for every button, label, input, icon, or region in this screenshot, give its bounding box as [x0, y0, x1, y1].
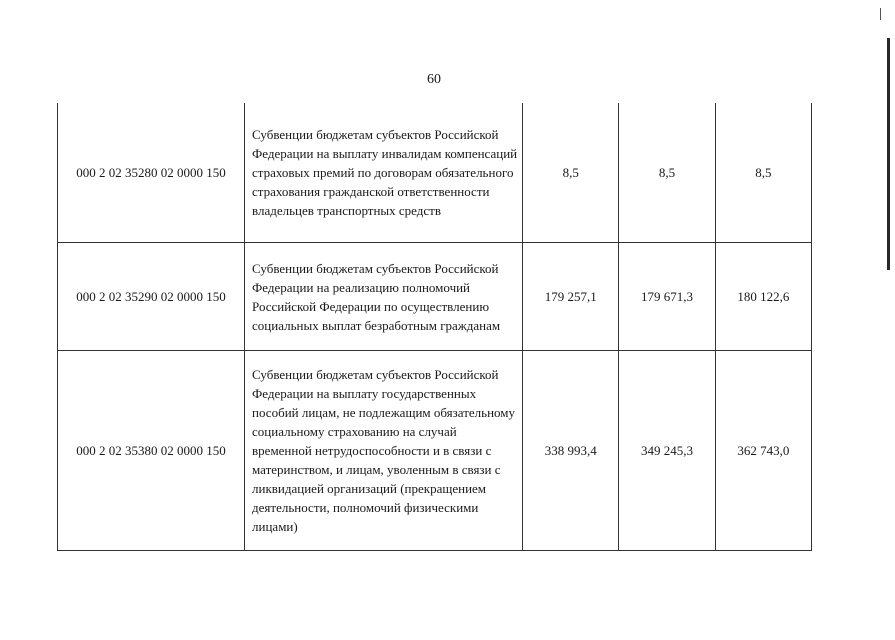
value-year-2: 8,5 [619, 103, 715, 243]
value-year-3: 362 743,0 [715, 351, 811, 551]
value-year-1: 338 993,4 [523, 351, 619, 551]
scan-artifact [880, 8, 881, 20]
value-year-2: 179 671,3 [619, 243, 715, 351]
table-row [58, 243, 812, 351]
table-row [58, 103, 812, 243]
value-year-1: 8,5 [523, 103, 619, 243]
budget-item-name: Субвенции бюджетам субъектов Российской Федерации на реализацию полномочий Российской Федерации по осуществлению социальных выплат безработным гражданам [245, 243, 523, 351]
budget-item-name: Субвенции бюджетам субъектов Российской Федерации на выплату государственных пособий лицам, не подлежащим обязательному социальному страхованию на случай временной нетрудоспособности и в связи с материнством, и лицам, уволенным в связи с ликвидацией организаций (прекращением деятельности, полномочий физическими лицами) [245, 351, 523, 551]
scan-edge-mark [887, 38, 890, 270]
budget-item-name: Субвенции бюджетам субъектов Российской Федерации на выплату инвалидам компенсаций страховых премий по договорам обязательного страхования гражданской ответственности владельцев транспортных средств [245, 103, 523, 243]
value-year-3: 180 122,6 [715, 243, 811, 351]
budget-code: 000 2 02 35380 02 0000 150 [58, 351, 245, 551]
value-year-2: 349 245,3 [619, 351, 715, 551]
budget-table [57, 103, 812, 551]
budget-code: 000 2 02 35290 02 0000 150 [58, 243, 245, 351]
table-row [58, 351, 812, 551]
page-number: 60 [427, 72, 441, 87]
value-year-1: 179 257,1 [523, 243, 619, 351]
budget-code: 000 2 02 35280 02 0000 150 [58, 103, 245, 243]
value-year-3: 8,5 [715, 103, 811, 243]
